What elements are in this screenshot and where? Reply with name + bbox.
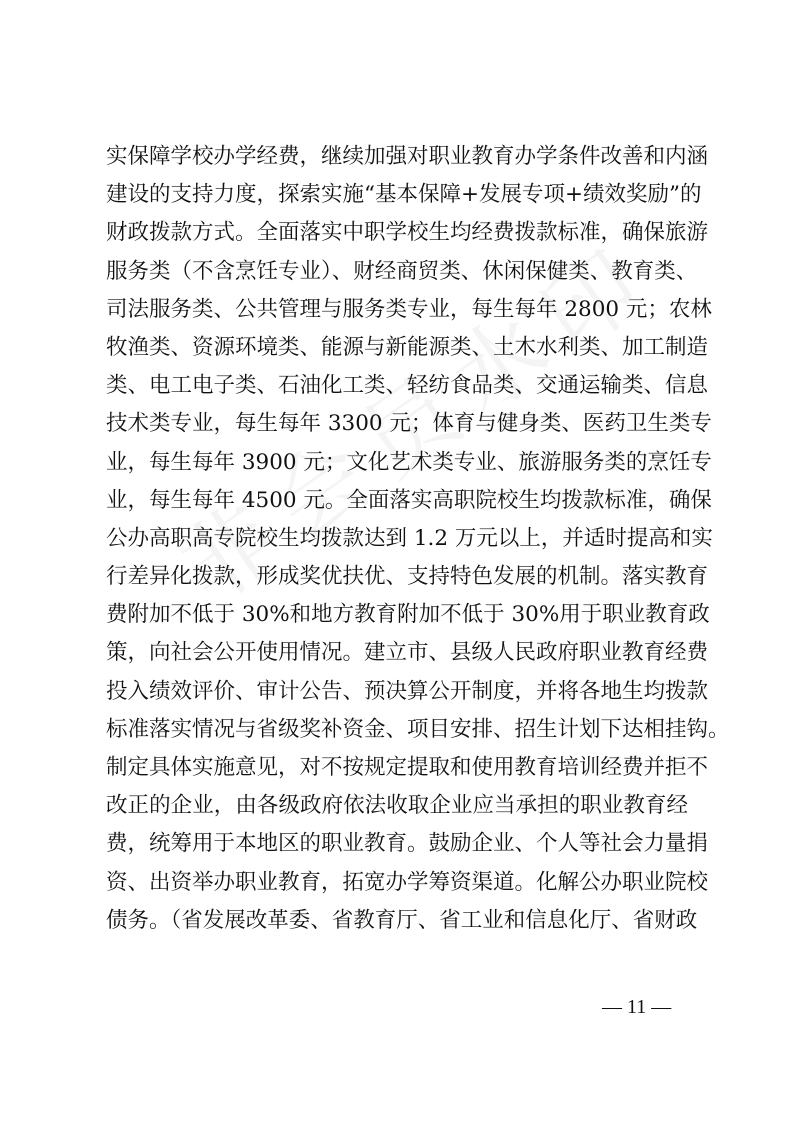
text-line: 服务类（不含烹饪专业）、财经商贸类、休闲保健类、教育类、 [106,258,698,284]
text-line: 实保障学校办学经费，继续加强对职业教育办学条件改善和内涵 [106,144,709,169]
text-line: 债务。（省发展改革委、省教育厅、省工业和信息化厅、省财政 [106,907,698,933]
body-text [106,138,730,940]
text-line: 司法服务类、公共管理与服务类专业，每生每年 2800 元；农林 [106,296,712,322]
text-line: 公办高职高专院校生均拨款达到 1.2 万元以上，并适时提高和实 [106,525,713,551]
text-line: 费附加不低于 30%和地方教育附加不低于 30%用于职业教育政 [106,602,710,628]
text-line: 类、电工电子类、石油化工类、轻纺食品类、交通运输类、信息 [106,373,709,399]
text-line: 行差异化拨款，形成奖优扶优、支持特色发展的机制。落实教育 [106,564,709,590]
text-line: 建设的支持力度，探索实施“基本保障+发展专项+绩效奖励”的 [106,182,702,208]
text-line: 技术类专业，每生每年 3300 元；体育与健身类、医药卫生类专 [106,411,712,437]
text-line: 资、出资举办职业教育，拓宽办学筹资渠道。化解公办职业院校 [106,869,709,895]
text-line: 策，向社会公开使用情况。建立市、县级人民政府职业教育经费 [106,640,709,666]
text-line: 牧渔类、资源环境类、能源与新能源类、土木水利类、加工制造 [106,334,709,360]
page-number: — 11 — [602,996,672,1018]
text-line: 改正的企业，由各级政府依法收取企业应当承担的职业教育经 [106,793,688,819]
text-line: 标准落实情况与省级奖补资金、项目安排、招生计划下达相挂钩。 [106,716,730,742]
text-line: 费，统筹用于本地区的职业教育。鼓励企业、个人等社会力量捐 [106,831,709,857]
text-line: 制定具体实施意见，对不按规定提取和使用教育培训经费并拒不 [106,755,709,780]
text-line: 财政拨款方式。全面落实中职学校生均经费拨款标准，确保旅游 [106,220,709,246]
text-line: 投入绩效评价、审计公告、预决算公开制度，并将各地生均拨款 [106,678,709,704]
text-line: 业，每生每年 4500 元。全面落实高职院校生均拨款标准，确保 [106,487,712,513]
text-line: 业，每生每年 3900 元；文化艺术类专业、旅游服务类的烹饪专 [106,449,712,475]
